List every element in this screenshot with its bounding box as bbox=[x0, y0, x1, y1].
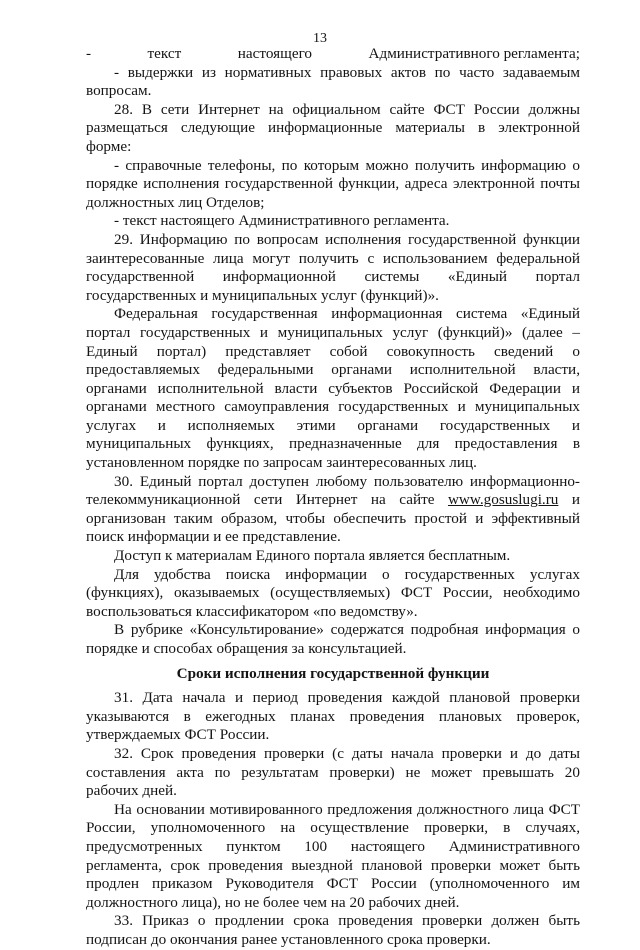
list-dash: - bbox=[86, 45, 92, 62]
paragraph-30-free-access: Доступ к материалам Единого портала является бесплатным. bbox=[114, 547, 511, 565]
gosuslugi-link[interactable]: www.gosuslugi.ru bbox=[447, 491, 559, 509]
paragraph-30-start: 30. Единый портал доступен любому пользователю информационно-телекоммуникационной сети Интернет на сайте bbox=[86, 472, 580, 509]
list-word-current: настоящего bbox=[237, 45, 313, 62]
paragraph-31: 31. Дата начала и период проведения каждой плановой проверки указываются в ежегодных планах проведения плановых проверок, утверждаемых ФСТ России. bbox=[86, 689, 580, 744]
paragraph-28-regulation-text: - текст настоящего Административного регламента. bbox=[114, 212, 450, 230]
paragraph-32-extension: На основании мотивированного предложения должностного лица ФСТ России, уполномоченного на осуществление проверки, в случаях, предусмотренных пунктом 100 настоящего Административного регламента, срок проведения выездной плановой проверки может быть продлен приказом Руководителя ФСТ России (уполномоченного им должностного лица), но не более чем на 20 рабочих дней. bbox=[86, 800, 580, 911]
paragraph-30-classifier: Для удобства поиска информации о государственных услугах (функциях), оказываемых (осуществляемых) ФСТ России, необходимо воспользоваться классификатором «по ведомству». bbox=[86, 565, 580, 620]
page-number: 13 bbox=[313, 31, 327, 46]
paragraph-30 bbox=[86, 473, 580, 547]
paragraph-29: 29. Информацию по вопросам исполнения государственной функции заинтересованные лица могут получить с использованием федеральной государственной информационной системы «Единый портал государственных и муниципальных услуг (функций)». bbox=[86, 230, 580, 304]
paragraph-33: 33. Приказ о продлении срока проведения проверки должен быть подписан до окончания ранее установленного срока проверки. bbox=[86, 912, 580, 948]
paragraph-faq-excerpts: - выдержки из нормативных правовых актов по часто задаваемым вопросам. bbox=[86, 63, 580, 100]
paragraph-28: 28. В сети Интернет на официальном сайте ФСТ России должны размещаться следующие информационные материалы в электронной форме: bbox=[86, 100, 580, 155]
paragraph-30-end: и организован таким образом, чтобы обеспечить простой и эффективный поиск информации и ее представление. bbox=[86, 491, 580, 546]
paragraph-28-phones: - справочные телефоны, по которым можно получить информацию о порядке исполнения государственной функции, адреса электронной почты должностных лиц Отделов; bbox=[86, 156, 580, 211]
list-word-regulation: Административного регламента; bbox=[368, 45, 580, 62]
document-body bbox=[86, 45, 580, 950]
list-item-regulation-text bbox=[86, 45, 580, 64]
paragraph-29-portal-description: Федеральная государственная информационная система «Единый портал государственных и муниципальных услуг (функций)» (далее – Единый портал) представляет собой совокупность сведений о предоставляемых федеральными органами исполнительной власти, органами исполнительной власти субъектов Российской Федерации и органами местного самоуправления государственных и муниципальных услугах и исполняемых этими органами государственных и муниципальных функциях, предназначенные для предоставления в установленном порядке по запросам заинтересованных лиц. bbox=[86, 305, 580, 472]
paragraph-32: 32. Срок проведения проверки (с даты начала проверки и до даты составления акта по результатам проверки) не может превышать 20 рабочих дней. bbox=[86, 744, 580, 800]
paragraph-30-consulting: В рубрике «Консультирование» содержатся подробная информация о порядке и способах обращения за консультацией. bbox=[86, 621, 580, 657]
section-heading: Сроки исполнения государственной функции bbox=[176, 664, 490, 682]
list-word-text: текст bbox=[147, 45, 182, 62]
